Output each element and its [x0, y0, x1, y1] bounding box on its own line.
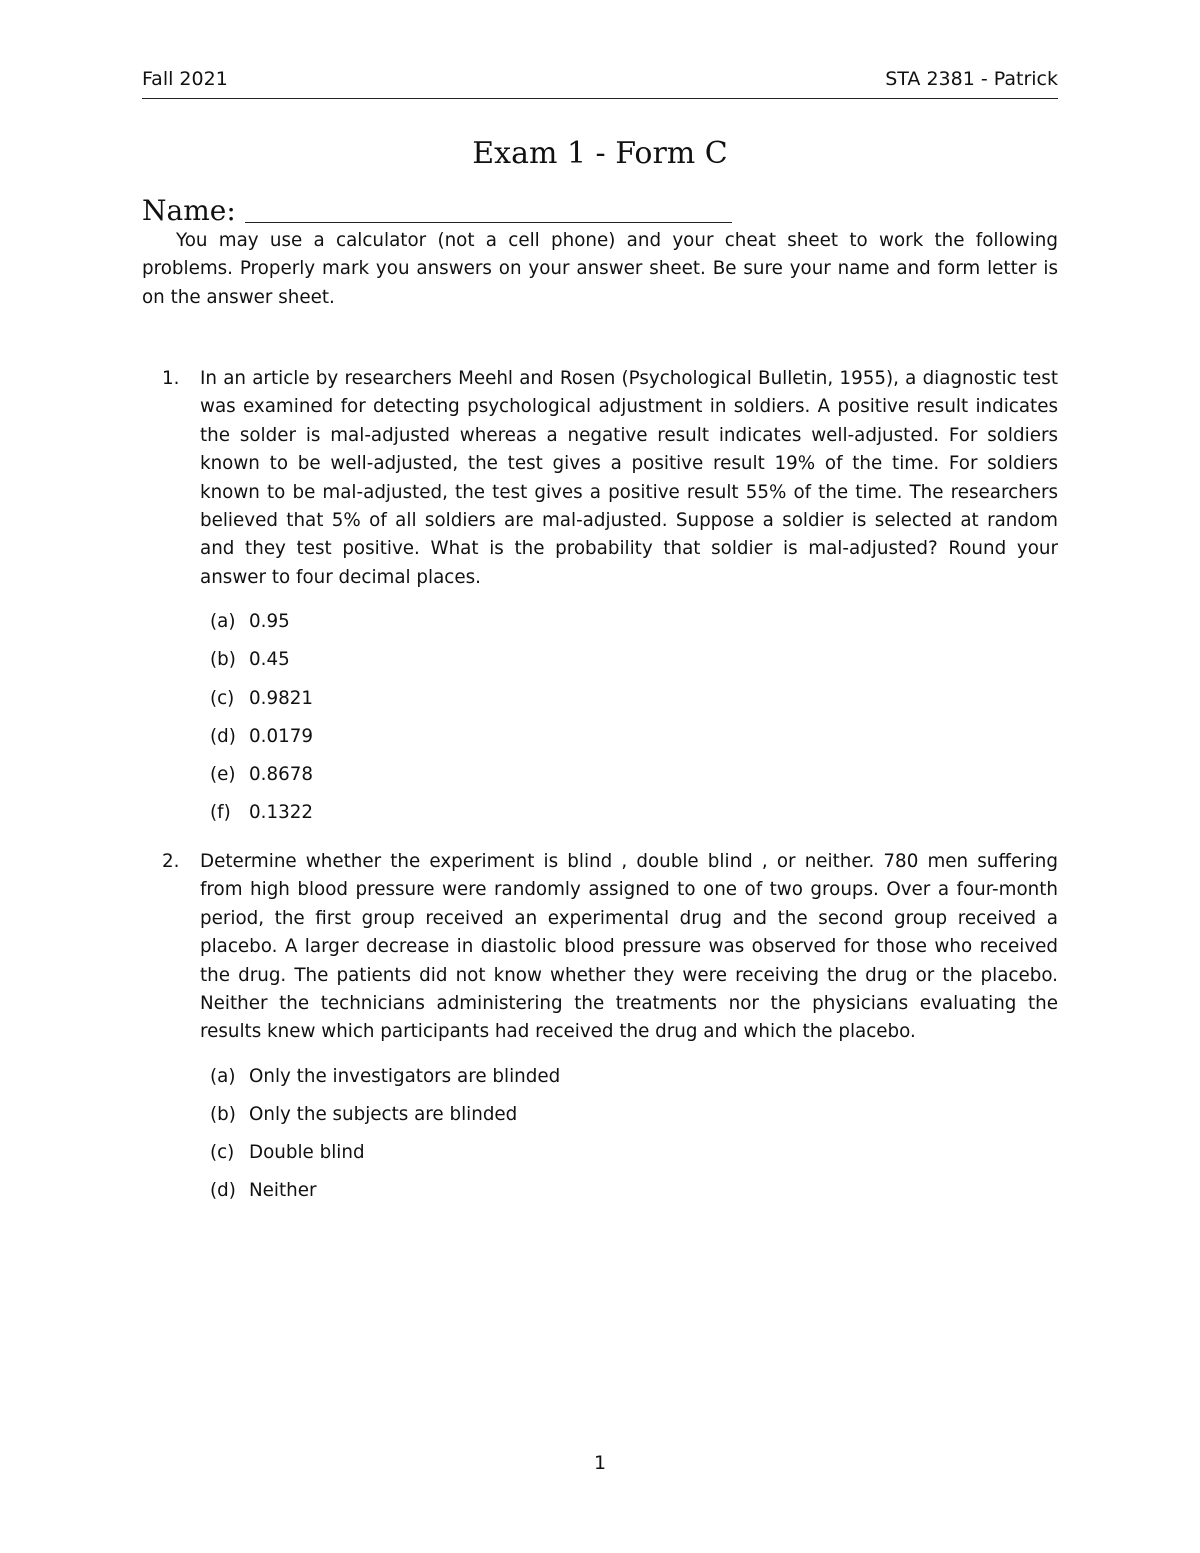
question-text: Determine whether the experiment is blind , double blind , or neither. 780 men suffering from high blood pressure were randomly assigned to one of two groups. Over a four-month period, the first group received an experimental drug and the second group received a placebo. A larger decrease in diastolic blood pressure was observed for those who received the drug. The patients did not know whether they were receiving the drug or the placebo. Neither the technicians administering the treatments nor the physicians evaluating the results knew which participants had received the drug and which the placebo.: [200, 851, 1058, 1043]
option-letter: (c): [210, 687, 235, 709]
option-text: 0.8678: [249, 764, 313, 785]
option-text: Only the subjects are blinded: [249, 1104, 518, 1126]
answer-option: [210, 794, 1058, 832]
option-text: 0.95: [249, 611, 290, 633]
header-semester: Fall 2021: [142, 68, 228, 90]
option-text: 0.1322: [249, 802, 313, 824]
name-label: Name:: [142, 194, 236, 227]
answer-option: [210, 1096, 1058, 1134]
answer-option: [210, 641, 1058, 679]
answer-option: [210, 680, 1058, 718]
option-letter: (b): [210, 1104, 236, 1126]
option-text: 0.45: [249, 649, 290, 671]
name-blank-line: [245, 222, 732, 223]
question-text: In an article by researchers Meehl and Rosen (Psychological Bulletin, 1955), a diagnostic test was examined for detecting psychological adjustment in soldiers. A positive result indicates the solder is mal-adjusted whereas a negative result indicates well-adjusted. For soldiers known to be well-adjusted, the test gives a positive result 19% of the time. For soldiers known to be mal-adjusted, the test gives a positive result 55% of the time. The researchers believed that 5% of all soldiers are mal-adjusted. Suppose a soldier is selected at random and they test positive. What is the probability that soldier is mal-adjusted? Round your answer to four decimal places.: [200, 368, 1058, 588]
option-text: Double blind: [249, 1142, 365, 1164]
page-header: [142, 68, 1058, 99]
option-text: Only the investigators are blinded: [249, 1065, 561, 1087]
option-letter: (c): [210, 1142, 235, 1164]
option-letter: (d): [210, 1180, 236, 1202]
option-letter: (a): [210, 611, 236, 633]
answer-option: [210, 603, 1058, 641]
question-number: 2.: [162, 851, 180, 872]
page-number: 1: [593, 1452, 607, 1474]
option-letter: (b): [210, 649, 236, 671]
header-course: STA 2381 - Patrick: [885, 68, 1058, 90]
option-text: 0.0179: [249, 725, 313, 747]
answer-options: [142, 603, 1058, 832]
answer-options: [142, 1058, 1058, 1211]
answer-option: [210, 1172, 1058, 1210]
question-number: 1.: [162, 368, 180, 389]
answer-option: [210, 1134, 1058, 1172]
option-letter: (d): [210, 725, 236, 747]
question-1: [142, 365, 1058, 832]
option-letter: (a): [210, 1065, 236, 1087]
exam-title: Exam 1 - Form C: [472, 136, 728, 171]
option-letter: (e): [210, 764, 236, 785]
answer-option: [210, 756, 1058, 794]
option-text: Neither: [249, 1180, 317, 1202]
instructions: You may use a calculator (not a cell phone) and your cheat sheet to work the following problems. Properly mark you answers on your answer sheet. Be sure your name and form letter is on the answer sheet.: [142, 230, 1058, 308]
question-2: [142, 848, 1058, 1211]
answer-option: [210, 718, 1058, 756]
option-letter: (f): [210, 802, 231, 824]
answer-option: [210, 1058, 1058, 1096]
option-text: 0.9821: [249, 687, 313, 709]
